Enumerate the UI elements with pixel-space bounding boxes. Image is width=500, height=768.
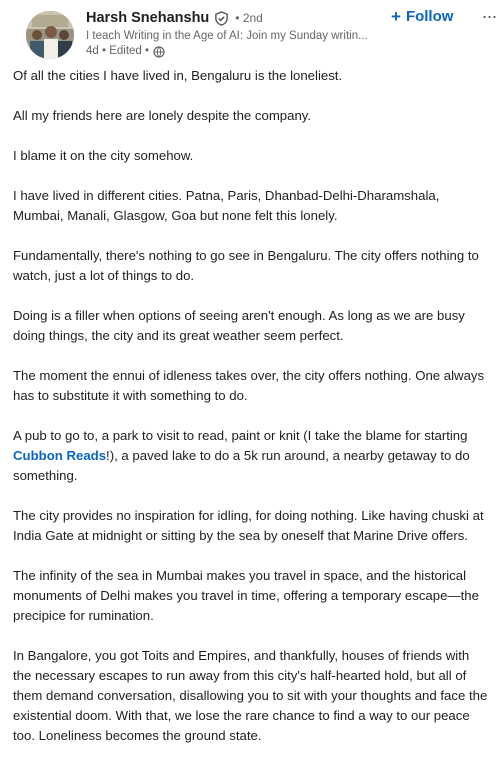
post-text: !), a paved lake to do a 5k run around, a nearby getaway to do something. [13, 448, 470, 483]
post-paragraph: The city provides no inspiration for idling, for doing nothing. Like having chuski at India Gate at midnight or sitting by the sea by oneself that Marine Drive offers. [13, 508, 484, 543]
follow-button[interactable] [391, 6, 453, 26]
plus-icon: + [391, 6, 401, 26]
post-paragraph: Of all the cities I have lived in, Bengaluru is the loneliest. [13, 68, 343, 83]
post-paragraph: I blame it on the city somehow. [13, 148, 194, 163]
post-paragraph: I have lived in different cities. Patna, Paris, Dhanbad-Delhi-Dharamshala, Mumbai, Manali, Glasgow, Goa but none felt this lonely. [13, 188, 440, 223]
follow-label: Follow [405, 7, 454, 25]
post-paragraph: The moment the ennui of idleness takes over, the city offers nothing. One always has to substitute it with something to do. [13, 368, 485, 403]
post-timestamp-row [86, 44, 386, 59]
author-meta [86, 8, 386, 59]
post-timestamp: 4d • Edited • [86, 45, 150, 57]
avatar[interactable] [26, 11, 74, 59]
post-body [13, 66, 491, 766]
post-paragraph: Doing is a filler when options of seeing aren't enough. As long as we are busy doing things, the city and its great weather seem perfect. [13, 308, 465, 343]
author-name-row [86, 8, 386, 28]
post-paragraph: In Bangalore, you got Toits and Empires, and thankfully, houses of friends with the necessary escapes to run away from this city's half-hearted hold, but all of them demand conversation, disallowing you to sit with your thoughts and face the existential doom. With that, we lose the rare chance to find a way to our peace too. Loneliness becomes the ground state. [13, 648, 488, 743]
cubbon-reads-link[interactable]: Cubbon Reads [13, 448, 107, 463]
post-paragraph: Fundamentally, there's nothing to go see in Bengaluru. The city offers nothing to watch, just a lot of things to do. [13, 248, 479, 283]
post-paragraph: The infinity of the sea in Mumbai makes you travel in space, and the historical monuments of Delhi makes you travel in time, offering a temporary escape—the precipice for rumination. [13, 568, 479, 623]
avatar-photo [26, 11, 74, 59]
author-headline: I teach Writing in the Age of AI: Join my Sunday writin... [86, 30, 368, 42]
post-paragraph: All my friends here are lonely despite the company. [13, 108, 312, 123]
globe-icon [153, 46, 165, 58]
post-header [13, 0, 497, 64]
author-name[interactable]: Harsh Snehanshu [86, 10, 210, 26]
post-paragraph [13, 426, 491, 486]
connection-degree: • 2nd [235, 11, 263, 25]
post-text: A pub to go to, a park to visit to read, paint or knit (I take the blame for starting [13, 428, 468, 443]
verified-icon [214, 11, 229, 26]
more-options-icon[interactable]: ··· [481, 5, 497, 26]
